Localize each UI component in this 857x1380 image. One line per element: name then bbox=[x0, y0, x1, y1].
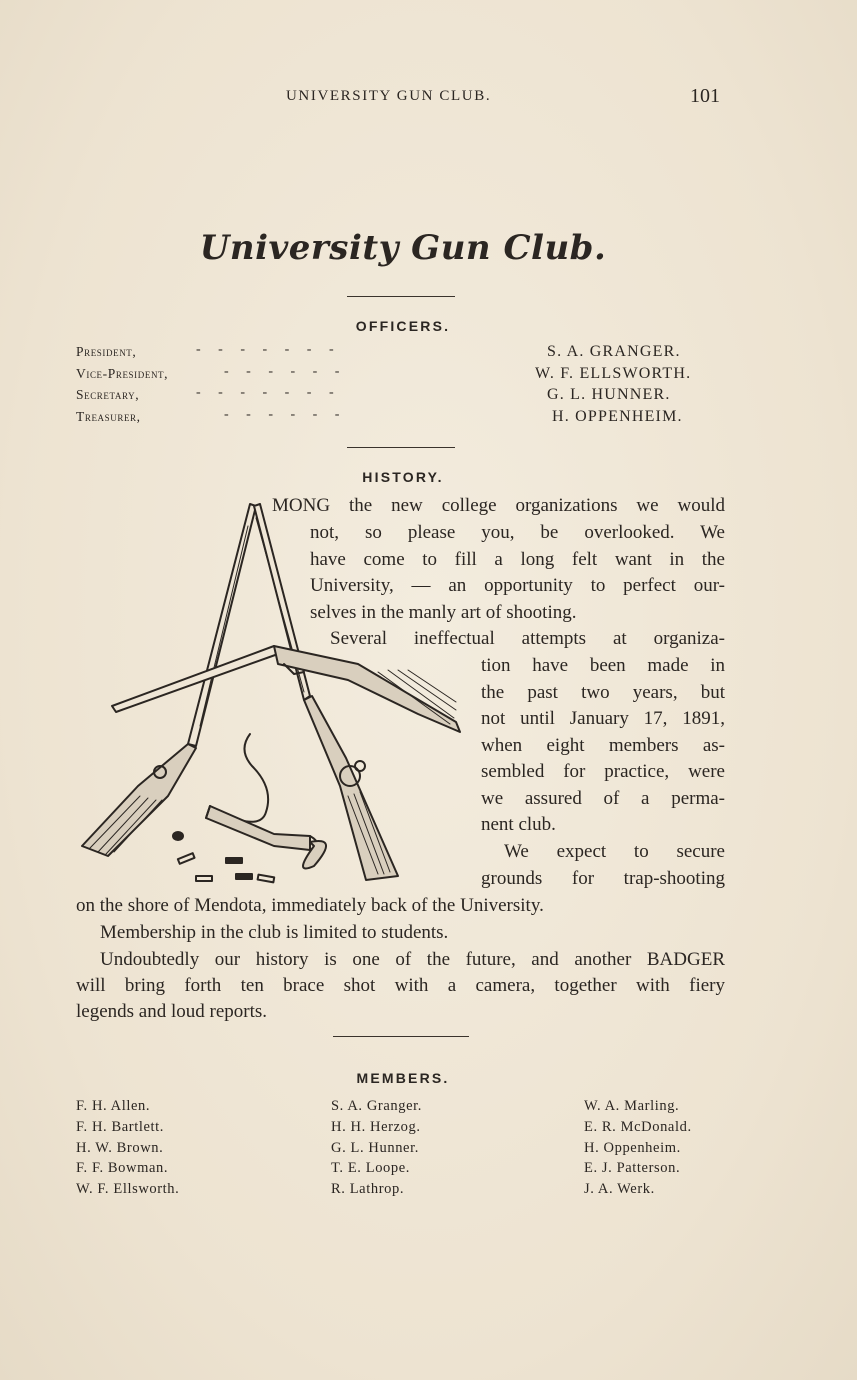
history-line: nent club. bbox=[481, 814, 556, 835]
history-line: We expect to secure bbox=[504, 841, 725, 862]
history-line: the past two years, but bbox=[481, 682, 725, 703]
rifle-horizontal-icon bbox=[112, 646, 278, 712]
leader-dots: - - - - - - - bbox=[196, 342, 334, 357]
page-title: University Gun Club. bbox=[199, 228, 607, 268]
officer-name: H. OPPENHEIM. bbox=[552, 407, 683, 425]
officers-list bbox=[76, 342, 736, 428]
history-line: have come to fill a long felt want in the bbox=[310, 549, 725, 570]
running-head bbox=[0, 86, 857, 110]
title-divider bbox=[347, 296, 455, 297]
history-line: legends and loud reports. bbox=[76, 1001, 268, 1022]
history-line: tion have been made in bbox=[481, 655, 725, 676]
history-line: when eight members as- bbox=[481, 735, 725, 756]
history-line: University, — an opportunity to perfect our- bbox=[310, 575, 725, 596]
history-line: we assured of a perma- bbox=[481, 788, 725, 809]
cartridge-icon bbox=[178, 853, 195, 864]
member-name: T. E. Loope. bbox=[331, 1160, 411, 1177]
members-column bbox=[331, 1096, 422, 1200]
history-line: will bring forth ten brace shot with a camera, together with fiery bbox=[76, 975, 725, 996]
history-line: sembled for practice, were bbox=[481, 761, 725, 782]
member-name: H. H. Herzog. bbox=[331, 1118, 421, 1135]
history-line: not until January 17, 1891, bbox=[481, 708, 725, 729]
leader-dots: - - - - - - - bbox=[196, 385, 334, 400]
members-heading: MEMBERS. bbox=[356, 1070, 450, 1086]
member-name: F. F. Bowman. bbox=[76, 1160, 169, 1177]
leader-dots: - - - - - - bbox=[224, 363, 340, 379]
officer-row bbox=[76, 364, 736, 386]
officer-row bbox=[76, 342, 736, 364]
member-name: W. F. Ellsworth. bbox=[76, 1181, 180, 1198]
cartridge-icon bbox=[226, 858, 242, 863]
member-name: E. R. McDonald. bbox=[584, 1118, 692, 1135]
running-title: UNIVERSITY GUN CLUB. bbox=[286, 88, 492, 104]
page-number: 101 bbox=[690, 85, 720, 107]
leader-dots: - - - - - - bbox=[224, 406, 340, 422]
officer-role: Secretary, bbox=[76, 387, 140, 402]
history-line: selves in the manly art of shooting. bbox=[310, 602, 577, 623]
officers-heading: OFFICERS. bbox=[355, 318, 451, 334]
member-name: F. H. Bartlett. bbox=[76, 1118, 164, 1135]
officer-role: Treasurer, bbox=[76, 408, 141, 424]
rifle-barrel-left-icon bbox=[188, 504, 256, 746]
powder-horn-icon bbox=[206, 806, 310, 850]
officer-role: President, bbox=[76, 344, 137, 359]
member-name: J. A. Werk. bbox=[584, 1181, 655, 1198]
history-line: MONG the new college organizations we would bbox=[272, 495, 725, 516]
members-column bbox=[76, 1096, 179, 1200]
officer-name: W. F. ELLSWORTH. bbox=[535, 364, 692, 382]
history-line: not, so please you, be overlooked. We bbox=[310, 522, 725, 543]
member-name: W. A. Marling. bbox=[584, 1098, 680, 1114]
member-name: G. L. Hunner. bbox=[331, 1139, 419, 1156]
officer-row bbox=[76, 385, 736, 407]
history-line: grounds for trap-shooting bbox=[481, 868, 725, 889]
member-name: H. Oppenheim. bbox=[584, 1139, 681, 1156]
history-line: on the shore of Mendota, immediately back of the University. bbox=[76, 895, 544, 916]
member-name: F. H. Allen. bbox=[76, 1098, 151, 1114]
history-divider bbox=[333, 1036, 469, 1037]
history-line: Several ineffectual attempts at organiza- bbox=[330, 628, 725, 649]
rifle-barrel-right-icon bbox=[254, 504, 310, 700]
members-column bbox=[584, 1096, 692, 1200]
officer-role: Vice-President, bbox=[76, 365, 169, 381]
member-name: E. J. Patterson. bbox=[584, 1160, 681, 1177]
member-name: S. A. Granger. bbox=[331, 1098, 422, 1114]
cartridge-icon bbox=[258, 875, 275, 883]
cartridge-icon bbox=[196, 876, 212, 881]
history-line: Membership in the club is limited to students. bbox=[100, 922, 449, 943]
officer-row bbox=[76, 407, 736, 429]
history-heading: HISTORY. bbox=[362, 469, 444, 485]
officer-name: G. L. HUNNER. bbox=[547, 386, 671, 403]
officer-name: S. A. GRANGER. bbox=[547, 343, 681, 360]
member-name: H. W. Brown. bbox=[76, 1139, 164, 1156]
powder-horn-strap-icon bbox=[240, 734, 268, 822]
officers-divider bbox=[347, 447, 455, 448]
history-line: Undoubtedly our history is one of the future, and another BADGER bbox=[100, 949, 725, 970]
cartridge-icon bbox=[173, 832, 183, 840]
member-name: R. Lathrop. bbox=[331, 1181, 405, 1198]
cartridge-icon bbox=[236, 874, 252, 879]
